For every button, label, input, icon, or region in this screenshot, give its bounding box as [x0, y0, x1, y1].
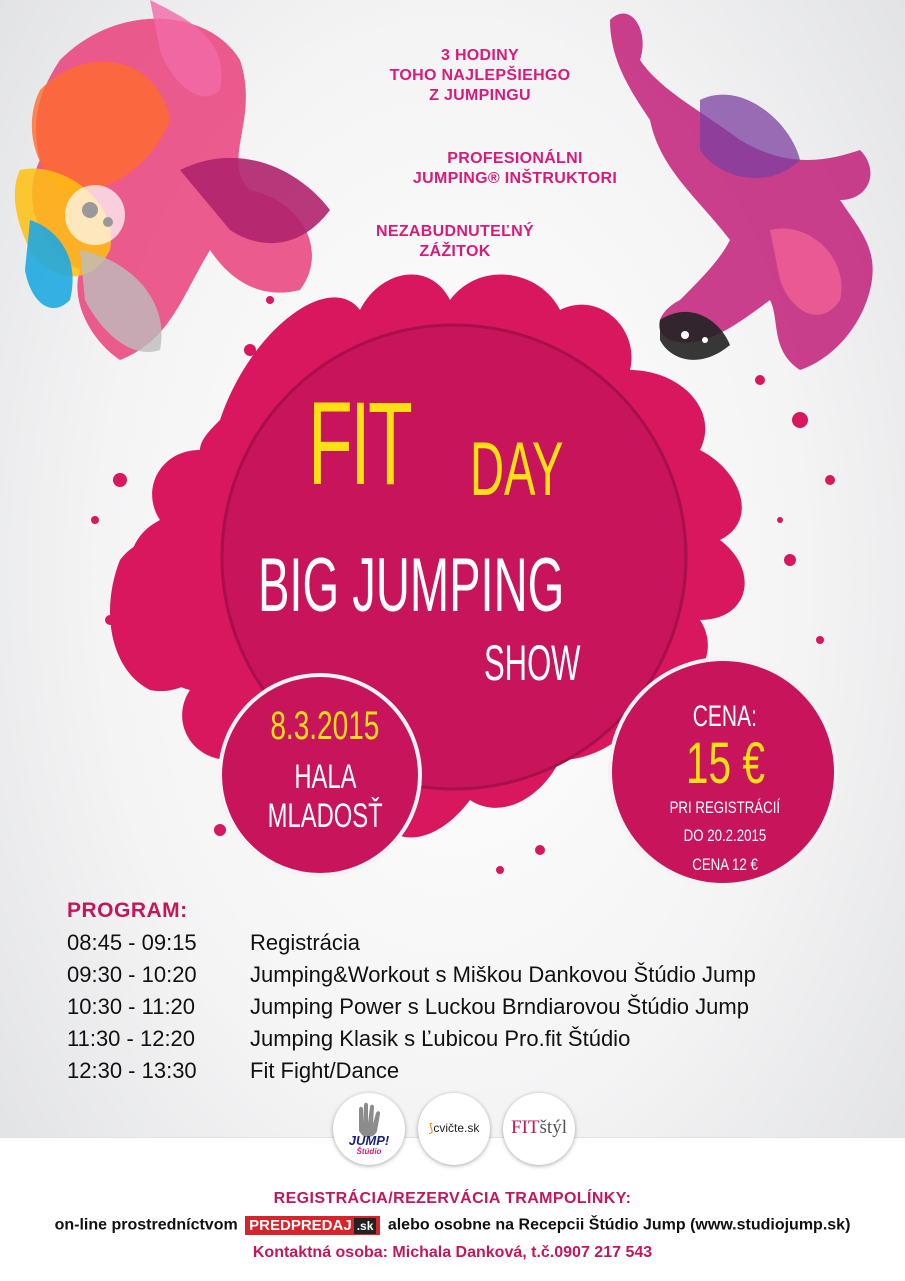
program-desc: Jumping Klasik s Ľubicou Pro.fit Štúdio	[250, 1026, 631, 1051]
program-time: 08:45 - 09:15	[67, 930, 197, 955]
predpredaj-logo[interactable]	[245, 1216, 380, 1235]
event-venue-line1: HALA	[293, 758, 357, 796]
program-heading: PROGRAM:	[67, 899, 188, 922]
program-time: 12:30 - 13:30	[67, 1058, 197, 1083]
price-note-registration: PRI REGISTRÁCIÍ	[669, 798, 781, 817]
figure-icon: ⟆	[428, 1121, 434, 1135]
program-row	[67, 930, 360, 956]
predpredaj-logo-sk: .sk	[354, 1218, 377, 1234]
program-row	[67, 994, 749, 1020]
fit-styl-logo-text	[503, 1117, 575, 1139]
price-note-deadline: DO 20.2.2015	[683, 826, 767, 845]
predpredaj-logo-text: PREDPREDAJ	[249, 1217, 352, 1234]
program-time: 10:30 - 11:20	[67, 994, 196, 1019]
jump-logo-text: JUMP!	[348, 1133, 390, 1148]
jump-logo-subtext: Štúdio	[356, 1147, 382, 1156]
tagline-experience	[355, 222, 555, 262]
tagline-hours-line1: 3 HODINY	[441, 47, 519, 64]
price-amount: 15 €	[685, 731, 765, 796]
price-label: CENA:	[692, 700, 758, 733]
online-registration-line	[0, 1216, 905, 1235]
tagline-experience-line1: NEZABUDNUTEĽNÝ	[376, 223, 534, 240]
tagline-instructors	[395, 149, 635, 189]
tagline-hours	[380, 46, 580, 106]
cvicte-logo[interactable]	[418, 1093, 490, 1165]
program-time: 09:30 - 10:20	[67, 962, 197, 987]
program-row	[67, 1058, 399, 1084]
title-fit: FIT	[307, 378, 410, 510]
program-desc: Jumping&Workout s Miškou Dankovou Štúdio Jump	[250, 962, 756, 987]
tagline-experience-line2: ZÁŽITOK	[419, 243, 491, 260]
contact-line: Kontaktná osoba: Michala Danková, t.č.0907 217 543	[252, 1244, 653, 1261]
registration-heading: REGISTRÁCIA/REZERVÁCIA TRAMPOLÍNKY:	[273, 1190, 632, 1207]
cvicte-logo-label: cvičte.sk	[433, 1121, 480, 1135]
cvicte-logo-text	[418, 1121, 490, 1135]
program-desc: Jumping Power s Luckou Brndiarovou Štúdio Jump	[250, 994, 749, 1019]
event-venue-line2: MLADOSŤ	[267, 797, 383, 835]
tagline-hours-line3: Z JUMPINGU	[429, 87, 531, 104]
program-desc: Fit Fight/Dance	[250, 1058, 400, 1083]
right-jumper-illustration	[610, 14, 873, 370]
program-desc: Registrácia	[250, 930, 361, 955]
fit-styl-logo-fit: FIT	[511, 1117, 540, 1138]
program-time: 11:30 - 12:20	[67, 1026, 196, 1051]
price-note-discount: CENA 12 €	[692, 855, 758, 874]
tagline-instructors-line1: PROFESIONÁLNI	[447, 150, 583, 167]
title-day: DAY	[470, 427, 564, 512]
fit-styl-logo-styl: štýl	[539, 1117, 567, 1138]
program-row	[67, 1026, 630, 1052]
event-date: 8.3.2015	[270, 704, 380, 748]
left-jumper-illustration	[15, 0, 330, 360]
online-suffix: alebo osobne na Recepcii Štúdio Jump (www.studiojump.sk)	[387, 1216, 851, 1234]
title-show: SHOW	[484, 635, 581, 691]
title-big-jumping: BIG JUMPING	[258, 543, 565, 628]
program-row	[67, 962, 756, 988]
online-prefix: on-line prostredníctvom	[54, 1216, 238, 1234]
tagline-instructors-line2: JUMPING® INŠTRUKTORI	[412, 170, 618, 187]
tagline-hours-line2: TOHO NAJLEPŠIEHGO	[389, 67, 571, 84]
fit-styl-logo[interactable]	[503, 1093, 575, 1165]
jump-studio-logo[interactable]	[333, 1093, 405, 1165]
